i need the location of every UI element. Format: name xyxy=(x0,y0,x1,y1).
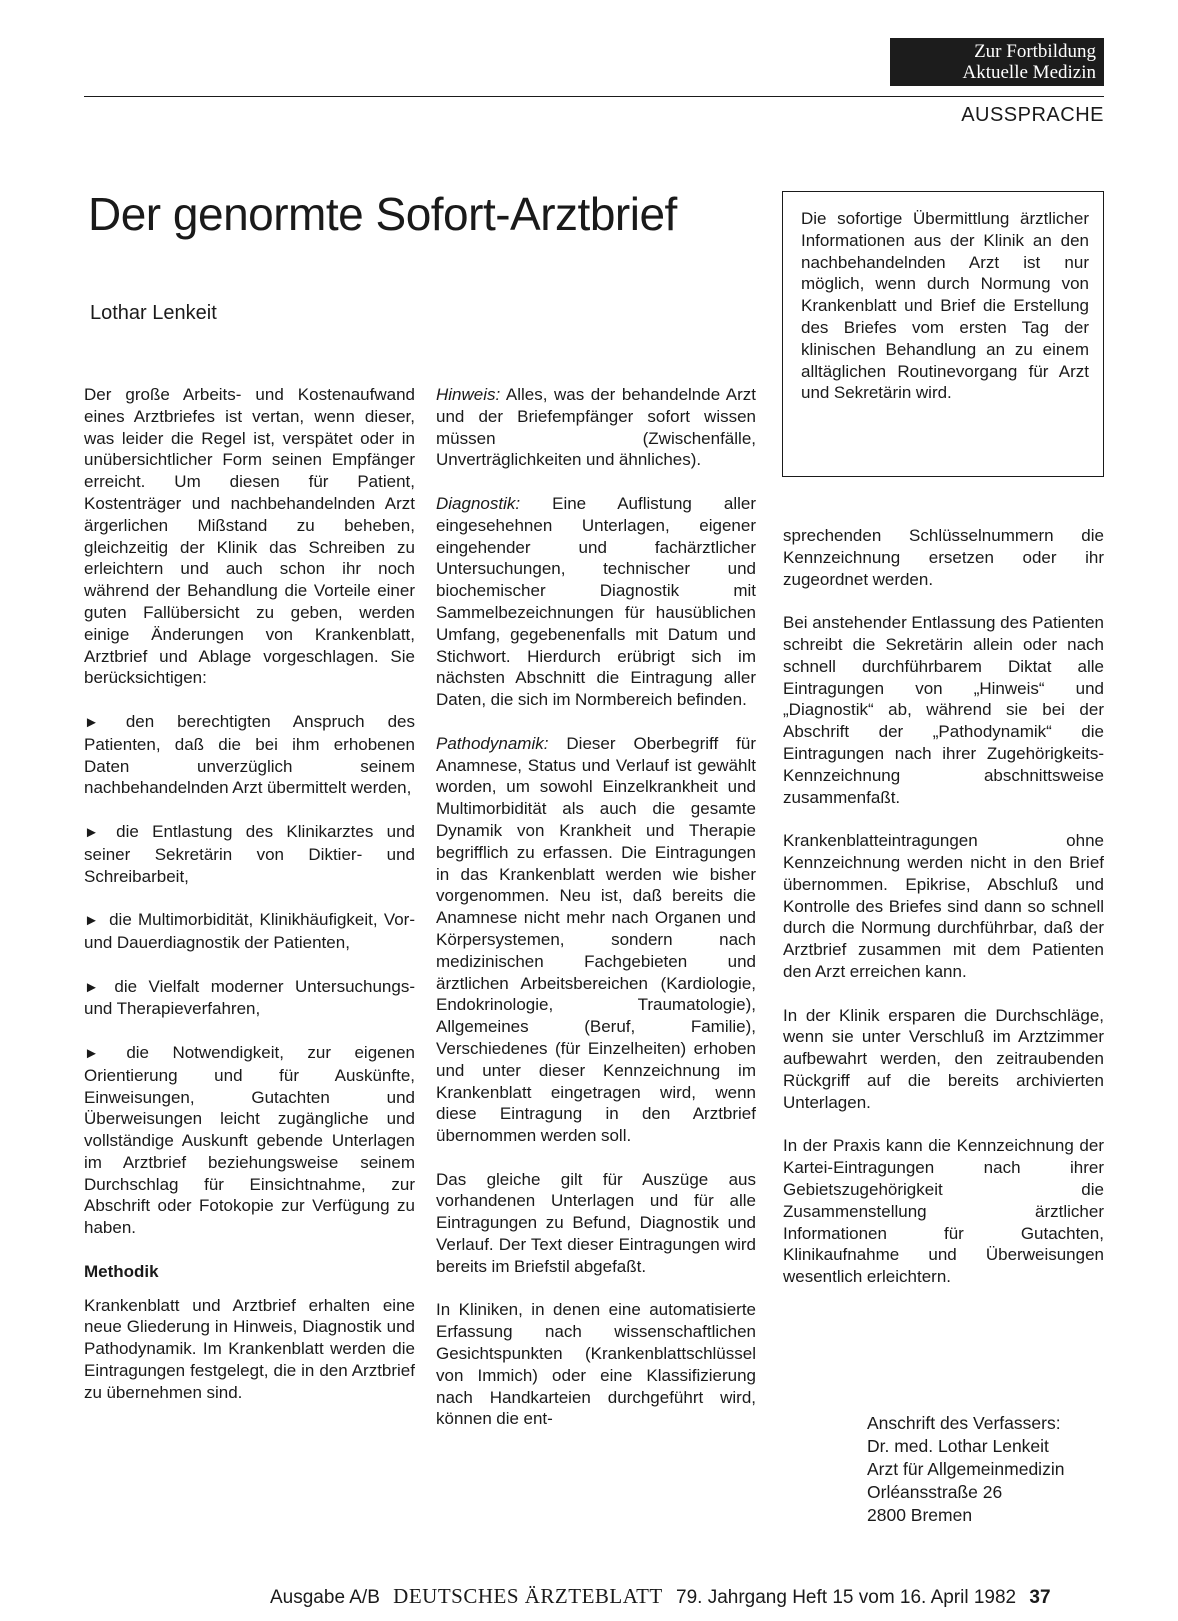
methodik-paragraph: Krankenblatt und Arztbrief erhalten eine neue Gliederung in Hinweis, Diagnostik und Pathodynamik. Im Krankenblatt werden die Eintragungen festgelegt, die in den Arztbrief zu übernehmen sind. xyxy=(84,1295,415,1402)
bullet-item xyxy=(84,1042,415,1239)
methodik-heading: Methodik xyxy=(84,1261,159,1281)
bullet-text: die Notwendigkeit, zur eigenen Orientierung und für Auskünfte, Einweisungen, Gutachten und Überweisungen leicht zugängliche und vollständige Auskunft gebende Unterlagen im Arztbrief beziehungsweise seinem Durchschlag für Einsichtnahme, zur Abschrift oder Fotokopie zur Verfügung zu haben. xyxy=(84,1042,415,1238)
article-author: Lothar Lenkeit xyxy=(90,302,217,324)
journal-name: DEUTSCHES ÄRZTEBLATT xyxy=(393,1584,663,1608)
column-3 xyxy=(783,525,1104,1310)
bullet-arrow-icon: ► xyxy=(84,823,99,841)
bullet-arrow-icon: ► xyxy=(84,713,99,731)
page-footer xyxy=(270,1584,1104,1609)
bullet-arrow-icon: ► xyxy=(84,978,99,996)
address-heading: Anschrift des Verfassers: xyxy=(867,1413,1061,1433)
section-tag-line-2: Aktuelle Medizin xyxy=(962,62,1096,83)
kliniken-paragraph: In Kliniken, in denen eine automatisierte Erfassung nach wissenschaftlichen Gesichtspunkten (Krankenblattschlüssel von Immich) oder eine Klassifizierung nach Handkarteien durchgeführt wird, können die ent- xyxy=(436,1300,756,1429)
bullet-item xyxy=(84,711,415,799)
bullet-text: die Multimorbidität, Klinikhäufigkeit, Vor- und Dauerdiagnostik der Patienten, xyxy=(84,910,416,952)
page-number: 37 xyxy=(1029,1587,1051,1608)
abstract-box xyxy=(782,191,1104,477)
bullet-item xyxy=(84,821,415,887)
bullet-text: die Vielfalt moderner Untersuchungs- und Therapieverfahren, xyxy=(84,976,415,1019)
auszuege-paragraph: Das gleiche gilt für Auszüge aus vorhandenen Unterlagen und für alle Eintragungen zu Befund, Diagnostik und Verlauf. Der Text dieser Eintragungen wird bereits im Briefstil abgefaßt. xyxy=(436,1169,756,1276)
pathodynamik-paragraph xyxy=(436,733,756,1147)
address-line: Arzt für Allgemeinmedizin xyxy=(867,1459,1065,1479)
address-line: Orléansstraße 26 xyxy=(867,1482,1003,1502)
paragraph: In der Praxis kann die Kennzeichnung der Kartei-Eintragungen nach ihrer Gebietszugehörigkeit die Zusammenstellung ärztlicher Informationen für Gutachten, Klinikaufnahme und Überweisungen wesentlich erleichtern. xyxy=(783,1136,1104,1287)
hinweis-paragraph xyxy=(436,384,756,471)
header-rule xyxy=(84,96,1104,97)
pathodynamik-text: Dieser Oberbegriff für Anamnese, Status und Verlauf ist gewählt worden, um sowohl Einzelkrankheit und Multimorbidität als auch die gesamte Dynamik von Krankheit und Therapie begrifflich zu erfassen. Die Eintragungen in das Krankenblatt werden wie bisher vorgenommen. Neu ist, daß bereits die Anamnese nicht mehr nach Organen und Körpersystemen, sondern nach medizinischen Fachgebieten und ärztlichen Arbeitsbereichen (Kardiologie, Endokrinologie, Traumatologie), Allgemeines (Beruf, Familie), Verschiedenes (für Einzelheiten) erhoben und unter dieser Kennzeichnung im Krankenblatt eingetragen wird, wenn diese Eintragung in den Arztbrief übernommen werden soll. xyxy=(436,733,756,1146)
article-title: Der genormte Sofort-Arztbrief xyxy=(88,188,677,240)
hinweis-label: Hinweis: xyxy=(436,385,501,404)
intro-paragraph: Der große Arbeits- und Kostenaufwand eines Arztbriefes ist vertan, wenn dieser, was leider die Regel ist, verspätet oder in unübersichtlicher Form seinen Empfänger erreicht. Um diesen für Patient, Kostenträger und nachbehandelnden Arzt ärgerlichen Mißstand zu beheben, gleichzeitig der Klinik das Schreiben zu erleichtern und auch schon ihr noch während der Behandlung die Vorteile einer guten Fallübersicht zu geben, werden einige Änderungen von Krankenblatt, Arztbrief und Ablage vorgeschlagen. Sie berücksichtigen: xyxy=(84,385,415,688)
bullet-arrow-icon: ► xyxy=(84,912,99,930)
bullet-item xyxy=(84,976,415,1021)
paragraph: Bei anstehender Entlassung des Patienten schreibt die Sekretärin allein oder nach schnell durchführbarem Diktat alle Eintragungen von „Hinweis“ und „Diagnostik“ ab, während sie bei der Abschrift der „Pathodynamik“ die Eintragungen nach ihrer Zugehörigkeits-Kennzeichnung abschnittsweise zusammenfaßt. xyxy=(783,613,1104,807)
section-tag xyxy=(890,38,1104,86)
abstract-text: Die sofortige Übermittlung ärztlicher Informationen aus der Klinik an den nachbehandelnden Arzt ist nur möglich, wenn durch Normung von Krankenblatt und Brief die Erstellung des Briefes vom ersten Tag der klinischen Behandlung an zu einem alltäglichen Routinevorgang für Arzt und Sekretärin wird. xyxy=(801,209,1089,403)
diagnostik-label: Diagnostik: xyxy=(436,493,521,513)
bullet-arrow-icon: ► xyxy=(84,1044,99,1062)
section-label: AUSSPRACHE xyxy=(961,104,1104,126)
diagnostik-text: Eine Auflistung aller eingesehehnen Unterlagen, eigener eingehender und fachärztlicher Untersuchungen, technischer und biochemischer Diagnostik mit Sammelbezeichnungen für hausüblichen Umfang, gegebenenfalls mit Datum und Stichwort. Hierdurch erübrigt sich im nächsten Abschnitt die Eintragung aller Daten, die sich im Normbereich befinden. xyxy=(436,493,756,710)
bullet-text: den berechtigten Anspruch des Patienten, daß die bei ihm erhobenen Daten unverzüglich seinem nachbehandelnden Arzt übermittelt werden, xyxy=(84,711,415,798)
edition-label: Ausgabe A/B xyxy=(270,1587,380,1608)
diagnostik-paragraph xyxy=(436,493,756,711)
bullet-text: die Entlastung des Klinikarztes und seiner Sekretärin von Diktier- und Schreibarbeit, xyxy=(84,821,415,886)
issue-info: 79. Jahrgang Heft 15 vom 16. April 1982 xyxy=(676,1587,1017,1608)
author-address xyxy=(867,1412,1064,1527)
hinweis-text: Alles, was der behandelnde Arzt und der Briefempfänger sofort wissen müssen (Zwischenfälle, Unverträglichkeiten und ähnliches). xyxy=(436,385,756,470)
address-line: Dr. med. Lothar Lenkeit xyxy=(867,1436,1049,1456)
column-1 xyxy=(84,384,415,1425)
column-2 xyxy=(436,384,756,1452)
pathodynamik-label: Pathodynamik: xyxy=(436,733,549,753)
address-line: 2800 Bremen xyxy=(867,1505,973,1525)
paragraph: Krankenblatteintragungen ohne Kennzeichnung werden nicht in den Brief übernommen. Epikrise, Abschluß und Kontrolle des Briefes sind dann so schnell durch die Normung durchführbar, daß der Arztbrief zusammen mit dem Patienten den Arzt erreichen kann. xyxy=(783,831,1104,981)
paragraph: sprechenden Schlüsselnummern die Kennzeichnung ersetzen oder ihr zugeordnet werden. xyxy=(783,526,1104,589)
section-tag-line-1: Zur Fortbildung xyxy=(974,41,1096,62)
bullet-item xyxy=(84,909,415,954)
paragraph: In der Klinik ersparen die Durchschläge, wenn sie unter Verschluß im Arztzimmer aufbewahrt werden, den zeitraubenden Rückgriff auf die bereits archivierten Unterlagen. xyxy=(783,1005,1104,1112)
